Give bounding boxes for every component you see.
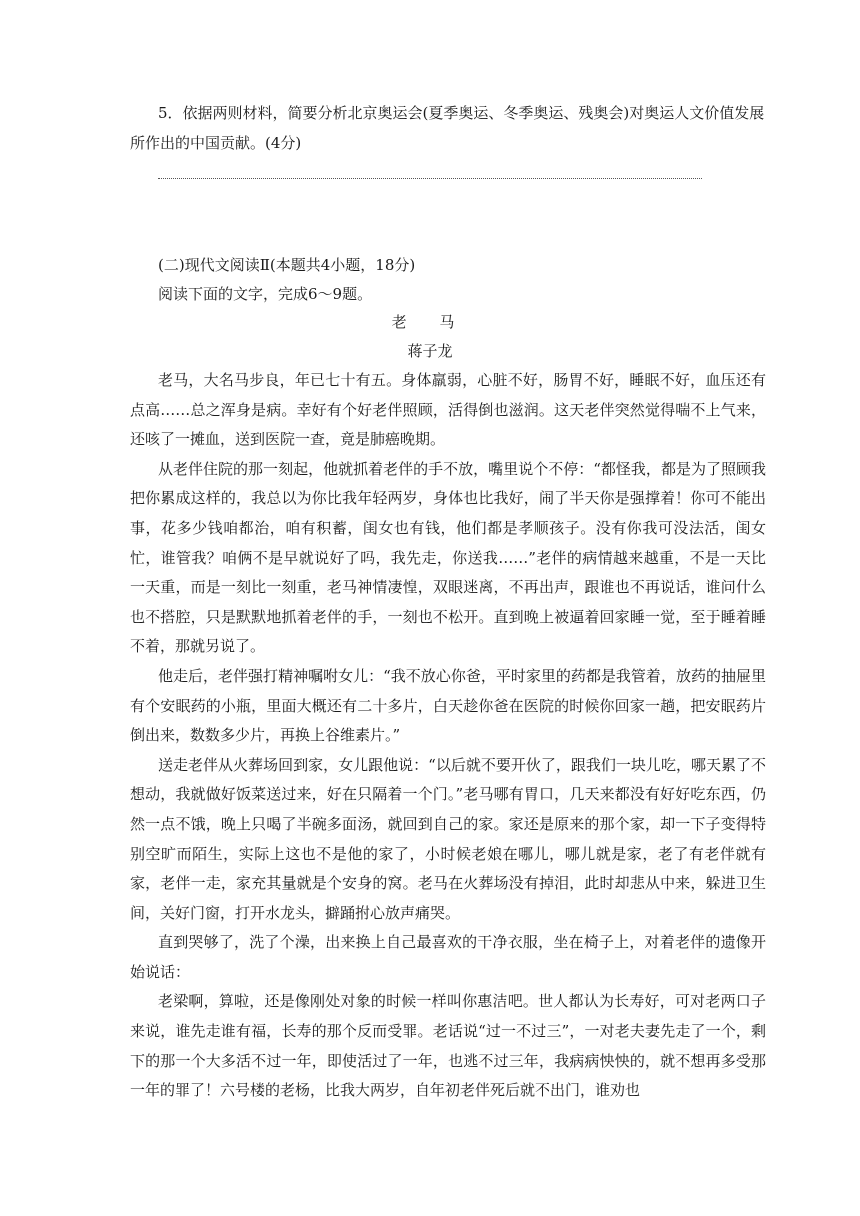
story-title: 老 马 [391, 313, 469, 331]
story-paragraph: 老梁啊，算啦，还是像刚处对象的时候一样叫你惠洁吧。世人都认为长寿好，可对老两口子来说，谁先走谁有福，长寿的那个反而受罪。老话说“过一不过三”，一对老夫妻先走了一个，剩下的那一个大多活不过一年，即使活过了一年，也逃不过三年，我病病怏怏的，就不想再多受那一年的罪了！六号楼的老杨，比我大两岁，自年初老伴死后就不出门，谁劝也 [130, 992, 766, 1100]
story-paragraph: 老马，大名马步良，年已七十有五。身体羸弱，心脏不好，肠胃不好，睡眠不好，血压还有点高……总之浑身是病。幸好有个好老伴照顾，活得倒也滋润。这天老伴突然觉得喘不上气来，还咳了一摊血，送到医院一查，竟是肺癌晚期。 [130, 371, 766, 449]
story-paragraph: 直到哭够了，洗了个澡，出来换上自己最喜欢的干净衣服，坐在椅子上，对着老伴的遗像开始说话： [130, 933, 766, 981]
story-author: 蒋子龙 [407, 342, 453, 360]
story-paragraph: 从老伴住院的那一刻起，他就抓着老伴的手不放，嘴里说个不停：“都怪我，都是为了照顾我把你累成这样的，我总以为你比我年轻两岁，身体也比我好，闹了半天你是强撑着！你可不能出事，花多少钱咱都治，咱有积蓄，闺女也有钱，他们都是孝顺孩子。没有你我可没法活，闺女忙，谁管我？咱俩不是早就说好了吗，我先走，你送我……”老伴的病情越来越重，不是一天比一天重，而是一刻比一刻重，老马神情凄惶，双眼迷离，不再出声，跟谁也不再说话，谁问什么也不搭腔，只是默默地抓着老伴的手，一刻也不松开。直到晚上被逼着回家睡一觉，至于睡着睡不着，那就另说了。 [130, 459, 766, 656]
story-paragraph: 送走老伴从火葬场回到家，女儿跟他说：“以后就不要开伙了，跟我们一块儿吃，哪天累了不想动，我就做好饭菜送过来，好在只隔着一个门。”老马哪有胃口，几天来都没有好好吃东西，仍然一点不饿，晚上只喝了半碗多面汤，就回到自己的家。家还是原来的那个家，却一下子变得特别空旷而陌生，实际上这也不是他的家了，小时候老娘在哪儿，哪儿就是家，老了有老伴就有家，老伴一走，家充其量就是个安身的窝。老马在火葬场没有掉泪，此时却悲从中来，躲进卫生间，关好门窗，打开水龙头，擗踊拊心放声痛哭。 [130, 755, 766, 922]
reading-instruction: 阅读下面的文字，完成6～9题。 [158, 285, 373, 303]
story-body [130, 366, 766, 1106]
answer-line [158, 178, 702, 179]
story-paragraph: 他走后，老伴强打精神嘱咐女儿：“我不放心你爸，平时家里的药都是我管着，放药的抽屉里有个安眠药的小瓶，里面大概还有二十多片，白天趁你爸在医院的时候你回家一趟，把安眠药片倒出来，数数多少片，再换上谷维素片。” [130, 666, 766, 745]
question-5-text: 5．依据两则材料，简要分析北京奥运会(夏季奥运、冬季奥运、残奥会)对奥运人文价值发展所作出的中国贡献。(4分) [130, 104, 765, 152]
section-heading: (二)现代文阅读Ⅱ(本题共4小题，18分) [158, 256, 416, 274]
